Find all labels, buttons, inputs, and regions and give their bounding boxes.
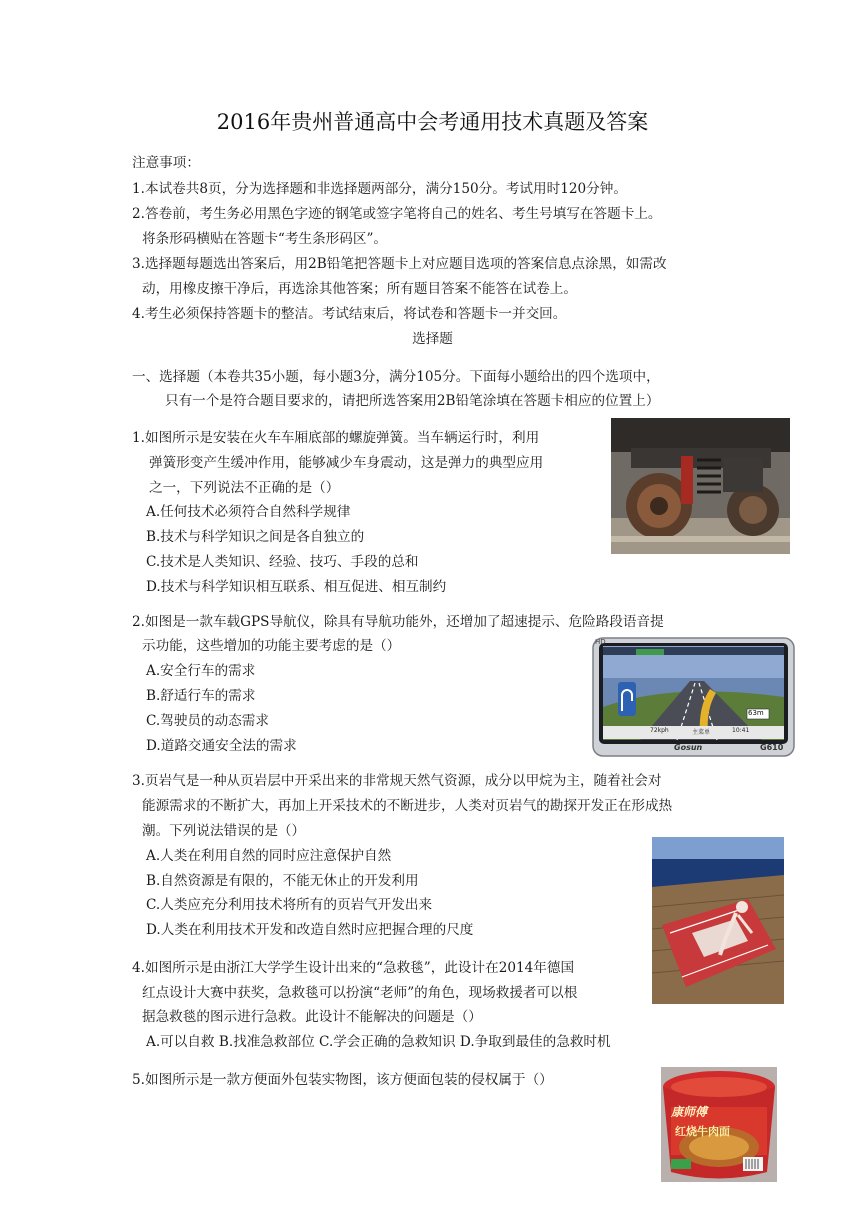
noodle-brand: 康师傅 <box>671 1105 708 1119</box>
notice-item: 3.选择题每题选出答案后，用2B铅笔把答题卡上对应题目选项的答案信息点涂黑，如需改 <box>132 256 667 272</box>
notice-item: 动，用橡皮擦干净后，再选涂其他答案；所有题目答案不能答在试卷上。 <box>142 281 577 297</box>
question-2-stem: 示功能，这些增加的功能主要考虑的是（） <box>142 638 401 654</box>
gps-model: G610 <box>760 743 784 752</box>
question-3-stem: 3.页岩气是一种从页岩层中开采出来的非常规天然气资源，成分以甲烷为主，随着社会对 <box>132 773 662 789</box>
notice-item: 2.答卷前，考生务必用黑色字迹的钢笔或签字笔将自己的姓名、考生号填写在答题卡上。 <box>132 206 662 222</box>
gps-brand: Gosun <box>674 743 703 752</box>
notice-item: 1.本试卷共8页，分为选择题和非选择题两部分，满分150分。考试用时120分钟。 <box>132 181 627 197</box>
gps-time: 10:41 <box>732 727 750 734</box>
question-1-stem: 之一，下列说法不正确的是（） <box>149 480 340 496</box>
question-2-stem: 2.如图是一款车载GPS导航仪，除具有导航功能外，还增加了超速提示、危险路段语音提 <box>132 614 664 630</box>
page-title: 2016年贵州普通高中会考通用技术真题及答案 <box>216 110 649 134</box>
notice-heading: 注意事项： <box>132 155 200 171</box>
question-3-option-d: D.人类在利用技术开发和改造自然时应把握合理的尺度 <box>146 922 474 938</box>
question-2-option-d: D.道路交通安全法的需求 <box>146 738 297 754</box>
question-1-stem: 1.如图所示是安装在火车车厢底部的螺旋弹簧。当车辆运行时，利用 <box>132 430 540 446</box>
notice-item: 4.考生必须保持答题卡的整洁。考试结束后，将试卷和答题卡一并交回。 <box>132 306 567 322</box>
question-3-stem: 潮。下列说法错误的是（） <box>142 823 306 839</box>
part-heading: 只有一个是符合题目要求的，请把所选答案用2B铅笔涂填在答题卡相应的位置上） <box>165 393 660 409</box>
notice-item: 将条形码横贴在答题卡“考生条形码区”。 <box>142 231 387 247</box>
question-4-stem: 据急救毯的图示进行急救。此设计不能解决的问题是（） <box>142 1009 482 1025</box>
gps-speed: 72kph <box>650 727 669 734</box>
gps-distance: 63m <box>748 709 764 717</box>
question-2-option-c: C.驾驶员的动态需求 <box>146 713 269 729</box>
question-1-option-b: B.技术与科学知识之间是各自独立的 <box>146 529 365 545</box>
train-spring-photo <box>611 418 790 554</box>
first-aid-blanket-photo <box>652 837 784 1004</box>
gps-menu-label: 主菜单 <box>692 729 711 736</box>
gps-navigator-photo <box>592 637 795 757</box>
instant-noodle-photo <box>661 1067 777 1182</box>
question-1-option-c: C.技术是人类知识、经验、技巧、手段的总和 <box>146 554 419 570</box>
question-4-stem: 4.如图所示是由浙江大学学生设计出来的“急救毯”，此设计在2014年德国 <box>132 960 575 976</box>
question-3-option-c: C.人类应充分利用技术将所有的页岩气开发出来 <box>146 897 433 913</box>
part-heading: 一、选择题（本卷共35小题，每小题3分，满分105分。下面每小题给出的四个选项中， <box>132 369 660 385</box>
question-1-option-d: D.技术与科学知识相互联系、相互促进、相互制约 <box>146 579 447 595</box>
question-1-option-a: A.任何技术必须符合自然科学规律 <box>146 504 351 520</box>
question-4-stem: 红点设计大赛中获奖，急救毯可以扮演“老师”的角色，现场救援者可以根 <box>142 985 578 1001</box>
question-3-stem: 能源需求的不断扩大，再加上开采技术的不断进步，人类对页岩气的勘探开发正在形成热 <box>142 798 673 814</box>
section-title: 选择题 <box>412 331 453 347</box>
question-4-options: A.可以自救 B.找准急救部位 C.学会正确的急救知识 D.争取到最佳的急救时机 <box>146 1034 611 1050</box>
question-2-option-a: A.安全行车的需求 <box>146 663 256 679</box>
question-5-stem: 5.如图所示是一款方便面外包装实物图，该方便面包装的侵权属于（） <box>132 1072 553 1088</box>
question-1-stem: 弹簧形变产生缓冲作用，能够减少车身震动，这是弹力的典型应用 <box>149 455 544 471</box>
gps-hd-badge: HD <box>595 638 606 646</box>
question-3-option-a: A.人类在利用自然的同时应注意保护自然 <box>146 848 392 864</box>
noodle-flavor: 红烧牛肉面 <box>675 1125 730 1138</box>
question-3-option-b: B.自然资源是有限的，不能无休止的开发利用 <box>146 873 419 889</box>
question-2-option-b: B.舒适行车的需求 <box>146 688 256 704</box>
